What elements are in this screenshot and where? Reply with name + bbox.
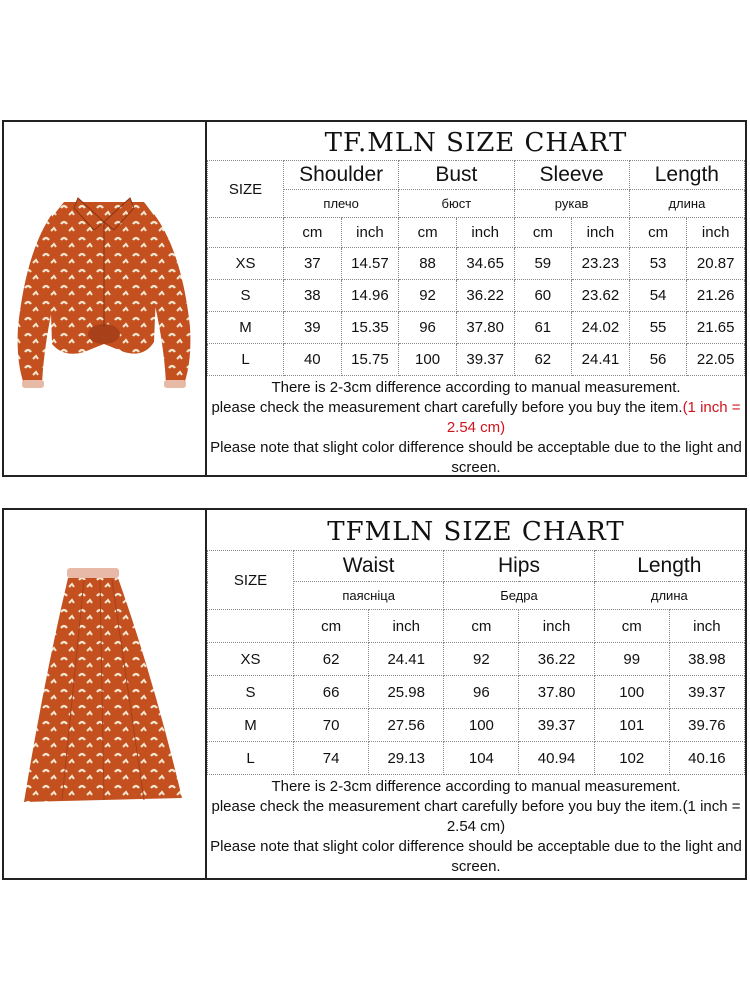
table-row — [208, 248, 745, 280]
value-cell: 23.62 — [572, 280, 630, 312]
value-cell: 24.41 — [572, 344, 630, 376]
value-cell: 20.87 — [687, 248, 745, 280]
value-cell: 22.05 — [687, 344, 745, 376]
unit-cm: cm — [514, 218, 572, 248]
value-cell: 27.56 — [369, 709, 444, 742]
value-cell: 70 — [294, 709, 369, 742]
value-cell: 36.22 — [456, 280, 514, 312]
size-cell: XS — [208, 248, 284, 280]
value-cell: 54 — [629, 280, 687, 312]
value-cell: 38 — [284, 280, 342, 312]
color-difference-note: Please note that slight color difference should be acceptable due to the light and screen. — [210, 439, 742, 476]
column-subheader-hips: Бедра — [444, 582, 594, 610]
unit-cm: cm — [444, 610, 519, 643]
check-chart-note: please check the measurement chart carefully before you buy the item.(1 inch = 2.54 cm) — [211, 798, 741, 835]
table-row — [208, 643, 745, 676]
value-cell: 23.23 — [572, 248, 630, 280]
shirt-notes — [207, 376, 745, 478]
skirt-notes — [207, 775, 745, 877]
value-cell: 34.65 — [456, 248, 514, 280]
column-subheader-sleeve: рукав — [514, 190, 629, 218]
unit-cm: cm — [594, 610, 669, 643]
unit-inch: inch — [519, 610, 594, 643]
size-cell: S — [208, 280, 284, 312]
color-difference-note: Please note that slight color difference should be acceptable due to the light and screen. — [210, 838, 742, 875]
column-header-sleeve: Sleeve — [514, 161, 629, 190]
unit-blank — [208, 218, 284, 248]
column-header-bust: Bust — [399, 161, 514, 190]
value-cell: 25.98 — [369, 676, 444, 709]
unit-cm: cm — [294, 610, 369, 643]
value-cell: 14.96 — [341, 280, 399, 312]
value-cell: 74 — [294, 742, 369, 775]
value-cell: 100 — [594, 676, 669, 709]
value-cell: 39.37 — [669, 676, 744, 709]
unit-cm: cm — [284, 218, 342, 248]
value-cell: 100 — [444, 709, 519, 742]
value-cell: 39 — [284, 312, 342, 344]
value-cell: 66 — [294, 676, 369, 709]
table-row — [208, 312, 745, 344]
skirt-size-table — [207, 550, 745, 775]
unit-row — [208, 610, 745, 643]
value-cell: 102 — [594, 742, 669, 775]
value-cell: 99 — [594, 643, 669, 676]
value-cell: 40 — [284, 344, 342, 376]
skirt-product-image — [4, 510, 207, 878]
value-cell: 40.94 — [519, 742, 594, 775]
table-row — [208, 676, 745, 709]
shirt-product-image — [4, 122, 207, 475]
size-cell: S — [208, 676, 294, 709]
table-row — [208, 709, 745, 742]
column-subheader-waist: паясніца — [294, 582, 444, 610]
value-cell: 92 — [444, 643, 519, 676]
column-header-length: Length — [594, 551, 744, 582]
unit-inch: inch — [687, 218, 745, 248]
value-cell: 56 — [629, 344, 687, 376]
unit-blank — [208, 610, 294, 643]
measurement-note: There is 2-3cm difference according to manual measurement. — [271, 379, 681, 396]
value-cell: 21.65 — [687, 312, 745, 344]
value-cell: 39.37 — [456, 344, 514, 376]
value-cell: 88 — [399, 248, 457, 280]
shirt-chart-title: TF.MLN SIZE CHART — [324, 128, 628, 158]
value-cell: 39.76 — [669, 709, 744, 742]
unit-cm: cm — [629, 218, 687, 248]
unit-inch: inch — [572, 218, 630, 248]
value-cell: 24.02 — [572, 312, 630, 344]
value-cell: 62 — [294, 643, 369, 676]
column-subheader-shoulder: плечо — [284, 190, 399, 218]
value-cell: 39.37 — [519, 709, 594, 742]
check-chart-text: please check the measurement chart carefully before you buy the item. — [211, 399, 683, 416]
value-cell: 55 — [629, 312, 687, 344]
value-cell: 37 — [284, 248, 342, 280]
unit-row — [208, 218, 745, 248]
check-chart-note — [207, 398, 745, 438]
value-cell: 60 — [514, 280, 572, 312]
value-cell: 62 — [514, 344, 572, 376]
table-row — [208, 742, 745, 775]
size-cell: L — [208, 742, 294, 775]
value-cell: 92 — [399, 280, 457, 312]
value-cell: 53 — [629, 248, 687, 280]
size-cell: M — [208, 709, 294, 742]
inch-conversion-note: (1 inch = 2.54 cm) — [446, 399, 741, 436]
skirt-size-chart-panel — [2, 508, 747, 880]
unit-inch: inch — [669, 610, 744, 643]
column-header-length: Length — [629, 161, 744, 190]
value-cell: 36.22 — [519, 643, 594, 676]
value-cell: 29.13 — [369, 742, 444, 775]
value-cell: 15.35 — [341, 312, 399, 344]
shirt-size-table — [207, 160, 745, 376]
value-cell: 96 — [399, 312, 457, 344]
column-header-hips: Hips — [444, 551, 594, 582]
unit-cm: cm — [399, 218, 457, 248]
size-header: SIZE — [208, 161, 284, 218]
column-subheader-length: длина — [594, 582, 744, 610]
value-cell: 37.80 — [519, 676, 594, 709]
value-cell: 21.26 — [687, 280, 745, 312]
value-cell: 15.75 — [341, 344, 399, 376]
unit-inch: inch — [369, 610, 444, 643]
unit-inch: inch — [456, 218, 514, 248]
shirt-size-chart-panel — [2, 120, 747, 477]
size-cell: L — [208, 344, 284, 376]
value-cell: 104 — [444, 742, 519, 775]
unit-inch: inch — [341, 218, 399, 248]
value-cell: 101 — [594, 709, 669, 742]
value-cell: 37.80 — [456, 312, 514, 344]
measurement-note: There is 2-3cm difference according to manual measurement. — [271, 778, 681, 795]
table-row — [208, 280, 745, 312]
table-row — [208, 344, 745, 376]
skirt-chart-title: TFMLN SIZE CHART — [327, 517, 625, 547]
column-subheader-bust: бюст — [399, 190, 514, 218]
size-cell: M — [208, 312, 284, 344]
value-cell: 24.41 — [369, 643, 444, 676]
value-cell: 14.57 — [341, 248, 399, 280]
value-cell: 96 — [444, 676, 519, 709]
size-header: SIZE — [208, 551, 294, 610]
value-cell: 40.16 — [669, 742, 744, 775]
value-cell: 59 — [514, 248, 572, 280]
size-cell: XS — [208, 643, 294, 676]
skirt-size-table-area — [207, 510, 745, 878]
column-subheader-length: длина — [629, 190, 744, 218]
value-cell: 61 — [514, 312, 572, 344]
value-cell: 38.98 — [669, 643, 744, 676]
column-header-waist: Waist — [294, 551, 444, 582]
column-header-shoulder: Shoulder — [284, 161, 399, 190]
shirt-size-table-area — [207, 122, 745, 475]
value-cell: 100 — [399, 344, 457, 376]
